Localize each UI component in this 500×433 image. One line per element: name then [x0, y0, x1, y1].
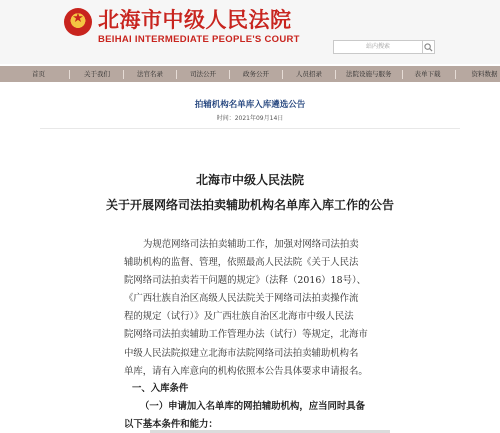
site-header — [0, 0, 500, 64]
paragraph-line: 《广西壮族自治区高级人民法院关于网络司法拍卖操作流 — [124, 293, 359, 305]
paragraph-line: 院网络司法拍卖若干问题的规定》（法释（2016）18号）、 — [124, 275, 367, 287]
divider — [40, 128, 460, 129]
nav-divider — [123, 70, 124, 79]
nav-item-facilities[interactable]: 法院设施与服务 — [346, 70, 392, 78]
subsection-heading: （一）申请加入名单库的网拍辅助机构，应当同时具备 — [140, 401, 366, 412]
court-name: 北海市中级人民法院 — [98, 8, 292, 32]
search-input[interactable]: 站内搜索 — [333, 40, 423, 54]
article-title-court: 北海市中级人民法院 — [195, 173, 304, 187]
paragraph-line: 单库，请有入库意向的机构依照本公告具体要求申请报名。 — [124, 365, 368, 377]
nav-item-government-open[interactable]: 政务公开 — [243, 70, 269, 78]
nav-divider — [282, 70, 283, 79]
paragraph-line: 为规范网络司法拍卖辅助工作，加强对网络司法拍卖 — [143, 239, 359, 250]
nav-divider — [455, 70, 456, 79]
nav-divider — [402, 70, 403, 79]
article-paragraph — [124, 236, 378, 381]
nav-item-about[interactable]: 关于我们 — [84, 70, 110, 78]
court-emblem-icon — [64, 8, 92, 36]
section-heading: 一、入库条件 — [132, 383, 189, 394]
paragraph-line: 辅助机构的监督、管理，依照最高人民法院《关于人民法 — [124, 257, 359, 269]
nav-item-judicial-open[interactable]: 司法公开 — [190, 70, 216, 78]
nav-item-home[interactable]: 首页 — [32, 70, 45, 78]
nav-divider — [229, 70, 230, 79]
court-name-en: BEIHAI INTERMEDIATE PEOPLE'S COURT — [98, 34, 300, 45]
paragraph-line: 程的规定（试行）》及广西壮族自治区北海市中级人民法 — [124, 311, 354, 323]
nav-divider — [69, 70, 70, 79]
nav-item-data[interactable]: 资料数据 — [471, 70, 498, 78]
nav-divider — [176, 70, 177, 79]
nav-item-recruitment[interactable]: 人员招录 — [296, 70, 322, 78]
notice-header — [0, 92, 500, 126]
star-icon: ★ — [72, 11, 84, 26]
main-nav — [0, 66, 500, 82]
nav-item-forms[interactable]: 表单下载 — [414, 70, 441, 78]
paragraph-line: 中级人民法院拟建立北海市法院网络司法拍卖辅助机构名 — [124, 347, 359, 359]
search-icon — [424, 43, 433, 52]
paragraph-line: 院网络司法拍卖辅助工作管理办法（试行）等规定，北海市 — [124, 329, 368, 341]
nav-divider — [335, 70, 336, 79]
search-button[interactable] — [423, 40, 435, 54]
article-title: 关于开展网络司法拍卖辅助机构名单库入库工作的公告 — [105, 198, 394, 212]
page-title: 拍辅机构名单库入库遴选公告 — [194, 100, 306, 110]
nav-item-judges[interactable]: 法官名录 — [137, 70, 163, 78]
publish-time: 时间：2021年09月14日 — [216, 115, 284, 122]
subsection-heading-continued: 以下基本条件和能力： — [124, 419, 218, 430]
